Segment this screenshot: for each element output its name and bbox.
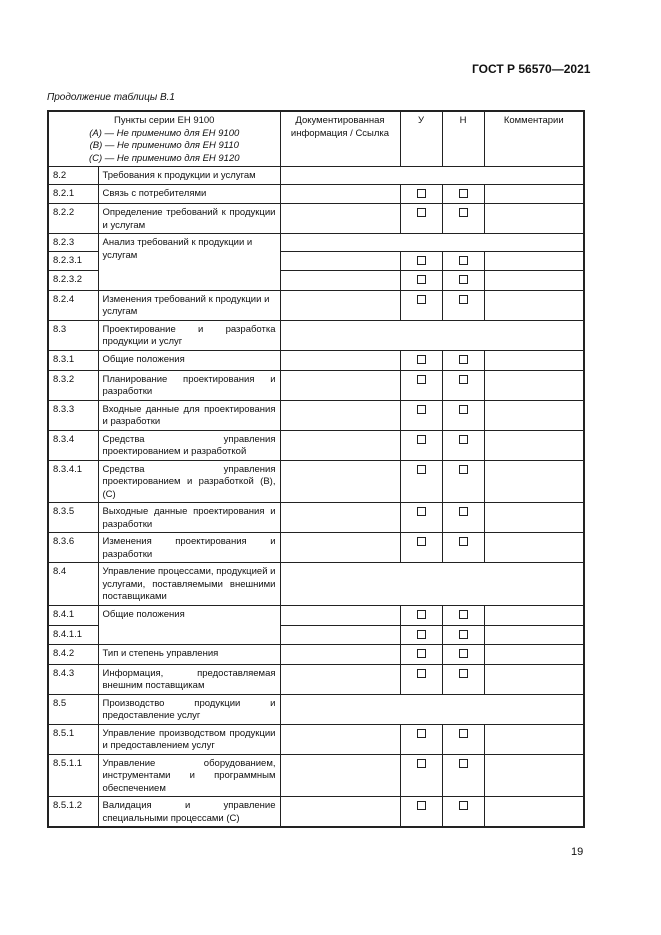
u-cell: [400, 430, 442, 460]
u-cell: [400, 251, 442, 271]
u-checkbox[interactable]: [417, 189, 426, 198]
comments-cell[interactable]: [484, 184, 584, 204]
header-clauses-title: Пункты серии ЕН 9100: [114, 115, 215, 126]
n-checkbox[interactable]: [459, 355, 468, 364]
u-cell: [400, 645, 442, 665]
n-checkbox[interactable]: [459, 375, 468, 384]
doc-info-cell[interactable]: [280, 400, 400, 430]
header-comments: Комментарии: [484, 111, 584, 167]
row-number: 8.2: [48, 167, 98, 185]
comments-cell[interactable]: [484, 664, 584, 694]
table-row: [48, 724, 584, 754]
n-checkbox[interactable]: [459, 189, 468, 198]
table-row: [48, 234, 584, 252]
n-checkbox[interactable]: [459, 669, 468, 678]
u-checkbox[interactable]: [417, 537, 426, 546]
table-row: [48, 460, 584, 503]
n-cell: [442, 204, 484, 234]
row-text: Проектирование и разработка продукции и услуг: [98, 320, 280, 350]
table-row: [48, 606, 584, 626]
u-checkbox[interactable]: [417, 507, 426, 516]
u-checkbox[interactable]: [417, 610, 426, 619]
row-text: Планирование проектирования и разработки: [98, 370, 280, 400]
n-cell: [442, 503, 484, 533]
row-text: Информация, предоставляемая внешним поставщикам: [98, 664, 280, 694]
n-checkbox[interactable]: [459, 729, 468, 738]
row-number: 8.3.6: [48, 533, 98, 563]
table-header-row: [48, 111, 584, 167]
standard-designation: ГОСТ Р 56570—2021: [472, 62, 591, 76]
u-checkbox[interactable]: [417, 355, 426, 364]
row-text: Производство продукции и предоставление услуг: [98, 694, 280, 724]
comments-cell[interactable]: [484, 251, 584, 271]
u-cell: [400, 533, 442, 563]
table-row: [48, 797, 584, 828]
n-cell: [442, 184, 484, 204]
n-checkbox[interactable]: [459, 208, 468, 217]
table-row: [48, 503, 584, 533]
comments-cell[interactable]: [484, 625, 584, 645]
table-row: [48, 167, 584, 185]
n-checkbox[interactable]: [459, 610, 468, 619]
table-row: [48, 350, 584, 370]
row-text: Изменения требований к продукции и услугам: [98, 290, 280, 320]
table-row: [48, 290, 584, 320]
u-cell: [400, 503, 442, 533]
n-checkbox[interactable]: [459, 537, 468, 546]
n-cell: [442, 400, 484, 430]
row-number: 8.5.1: [48, 724, 98, 754]
n-cell: [442, 460, 484, 503]
header-note-c: (С) — Не применимо для ЕН 9120: [88, 152, 240, 164]
row-text: Средства управления проектированием и разработкой (В), (С): [98, 460, 280, 503]
row-number: 8.5.1.2: [48, 797, 98, 828]
doc-info-cell[interactable]: [280, 430, 400, 460]
row-number: 8.2.1: [48, 184, 98, 204]
u-cell: [400, 724, 442, 754]
u-cell: [400, 204, 442, 234]
u-cell: [400, 664, 442, 694]
doc-info-cell[interactable]: [280, 290, 400, 320]
u-cell: [400, 400, 442, 430]
u-cell: [400, 754, 442, 797]
table-row: [48, 664, 584, 694]
comments-cell[interactable]: [484, 797, 584, 828]
comments-cell[interactable]: [484, 460, 584, 503]
comments-cell[interactable]: [484, 430, 584, 460]
row-number: 8.3.1: [48, 350, 98, 370]
comments-cell[interactable]: [484, 533, 584, 563]
table-row: [48, 533, 584, 563]
doc-info-cell[interactable]: [280, 271, 400, 291]
doc-info-cell[interactable]: [280, 625, 400, 645]
row-number: 8.2.3.1: [48, 251, 98, 271]
u-cell: [400, 460, 442, 503]
row-number: 8.4.3: [48, 664, 98, 694]
u-cell: [400, 370, 442, 400]
u-cell: [400, 625, 442, 645]
n-cell: [442, 350, 484, 370]
section-span-cell: [280, 320, 584, 350]
n-checkbox[interactable]: [459, 256, 468, 265]
doc-info-cell[interactable]: [280, 251, 400, 271]
comments-cell[interactable]: [484, 204, 584, 234]
table-row: [48, 430, 584, 460]
table-row: [48, 563, 584, 606]
header-doc-info: Документированная информация / Ссылка: [280, 111, 400, 167]
n-cell: [442, 754, 484, 797]
row-number: 8.3: [48, 320, 98, 350]
header-note-b: (В) — Не применимо для ЕН 9110: [89, 140, 239, 152]
row-number: 8.4.1.1: [48, 625, 98, 645]
u-checkbox[interactable]: [417, 669, 426, 678]
row-text: Выходные данные проектирования и разработки: [98, 503, 280, 533]
doc-info-cell[interactable]: [280, 797, 400, 828]
row-text: Изменения проектирования и разработки: [98, 533, 280, 563]
table-row: [48, 204, 584, 234]
header-clauses: [48, 111, 280, 167]
row-number: 8.3.4.1: [48, 460, 98, 503]
n-checkbox[interactable]: [459, 275, 468, 284]
row-text: Анализ требований к продукции и услугам: [98, 234, 280, 291]
n-cell: [442, 533, 484, 563]
table-row: [48, 184, 584, 204]
row-text: Определение требований к продукции и услугам: [98, 204, 280, 234]
u-cell: [400, 606, 442, 626]
n-cell: [442, 290, 484, 320]
u-checkbox[interactable]: [417, 801, 426, 810]
u-checkbox[interactable]: [417, 208, 426, 217]
u-checkbox[interactable]: [417, 630, 426, 639]
row-text: Валидация и управление специальными процессами (С): [98, 797, 280, 828]
u-checkbox[interactable]: [417, 256, 426, 265]
n-cell: [442, 797, 484, 828]
table-caption: Продолжение таблицы В.1: [47, 92, 175, 103]
doc-info-cell[interactable]: [280, 664, 400, 694]
header-u: У: [400, 111, 442, 167]
row-number: 8.2.3: [48, 234, 98, 252]
n-checkbox[interactable]: [459, 759, 468, 768]
section-span-cell: [280, 167, 584, 185]
n-checkbox[interactable]: [459, 295, 468, 304]
n-checkbox[interactable]: [459, 507, 468, 516]
n-checkbox[interactable]: [459, 630, 468, 639]
doc-info-cell[interactable]: [280, 460, 400, 503]
requirements-table: [47, 110, 585, 828]
row-text: Входные данные для проектирования и разработки: [98, 400, 280, 430]
row-text: Управление производством продукции и предоставлением услуг: [98, 724, 280, 754]
u-checkbox[interactable]: [417, 375, 426, 384]
u-cell: [400, 350, 442, 370]
row-number: 8.3.4: [48, 430, 98, 460]
doc-info-cell[interactable]: [280, 204, 400, 234]
table-row: [48, 370, 584, 400]
doc-info-cell[interactable]: [280, 370, 400, 400]
row-text: Тип и степень управления: [98, 645, 280, 665]
table-row: [48, 320, 584, 350]
u-cell: [400, 290, 442, 320]
n-cell: [442, 606, 484, 626]
comments-cell[interactable]: [484, 400, 584, 430]
row-text: Связь с потребителями: [98, 184, 280, 204]
header-n: Н: [442, 111, 484, 167]
n-checkbox[interactable]: [459, 649, 468, 658]
comments-cell[interactable]: [484, 645, 584, 665]
comments-cell[interactable]: [484, 271, 584, 291]
table-row: [48, 400, 584, 430]
row-number: 8.5.1.1: [48, 754, 98, 797]
n-checkbox[interactable]: [459, 465, 468, 474]
row-text: Общие положения: [98, 606, 280, 645]
n-cell: [442, 370, 484, 400]
u-checkbox[interactable]: [417, 729, 426, 738]
comments-cell[interactable]: [484, 754, 584, 797]
table-row: [48, 754, 584, 797]
u-checkbox[interactable]: [417, 275, 426, 284]
row-number: 8.4: [48, 563, 98, 606]
row-number: 8.3.3: [48, 400, 98, 430]
row-text: Управление процессами, продукцией и услугами, поставляемыми внешними поставщиками: [98, 563, 280, 606]
comments-cell[interactable]: [484, 503, 584, 533]
n-checkbox[interactable]: [459, 801, 468, 810]
u-checkbox[interactable]: [417, 435, 426, 444]
doc-info-cell[interactable]: [280, 350, 400, 370]
row-number: 8.3.2: [48, 370, 98, 400]
u-cell: [400, 184, 442, 204]
row-number: 8.4.1: [48, 606, 98, 626]
n-cell: [442, 664, 484, 694]
section-span-cell: [280, 234, 584, 252]
header-note-a: (А) — Не применимо для ЕН 9100: [89, 127, 240, 139]
comments-cell[interactable]: [484, 350, 584, 370]
u-checkbox[interactable]: [417, 649, 426, 658]
row-text: Управление оборудованием, инструментами и программным обеспечением: [98, 754, 280, 797]
u-cell: [400, 797, 442, 828]
row-number: 8.4.2: [48, 645, 98, 665]
section-span-cell: [280, 694, 584, 724]
u-checkbox[interactable]: [417, 295, 426, 304]
comments-cell[interactable]: [484, 370, 584, 400]
u-checkbox[interactable]: [417, 405, 426, 414]
row-number: 8.5: [48, 694, 98, 724]
doc-info-cell[interactable]: [280, 184, 400, 204]
comments-cell[interactable]: [484, 724, 584, 754]
section-span-cell: [280, 563, 584, 606]
comments-cell[interactable]: [484, 606, 584, 626]
doc-info-cell[interactable]: [280, 724, 400, 754]
u-checkbox[interactable]: [417, 759, 426, 768]
n-cell: [442, 645, 484, 665]
n-cell: [442, 430, 484, 460]
doc-info-cell[interactable]: [280, 503, 400, 533]
row-number: 8.3.5: [48, 503, 98, 533]
page-number: 19: [571, 846, 584, 858]
table-row: [48, 694, 584, 724]
row-text: Требования к продукции и услугам: [98, 167, 280, 185]
n-cell: [442, 251, 484, 271]
n-checkbox[interactable]: [459, 435, 468, 444]
n-cell: [442, 625, 484, 645]
u-cell: [400, 271, 442, 291]
n-checkbox[interactable]: [459, 405, 468, 414]
doc-info-cell[interactable]: [280, 606, 400, 626]
row-number: 8.2.4: [48, 290, 98, 320]
row-text: Средства управления проектированием и разработкой: [98, 430, 280, 460]
row-text: Общие положения: [98, 350, 280, 370]
n-cell: [442, 271, 484, 291]
table-row: [48, 645, 584, 665]
n-cell: [442, 724, 484, 754]
u-checkbox[interactable]: [417, 465, 426, 474]
row-number: 8.2.2: [48, 204, 98, 234]
doc-info-cell[interactable]: [280, 645, 400, 665]
row-number: 8.2.3.2: [48, 271, 98, 291]
comments-cell[interactable]: [484, 290, 584, 320]
doc-info-cell[interactable]: [280, 754, 400, 797]
doc-info-cell[interactable]: [280, 533, 400, 563]
